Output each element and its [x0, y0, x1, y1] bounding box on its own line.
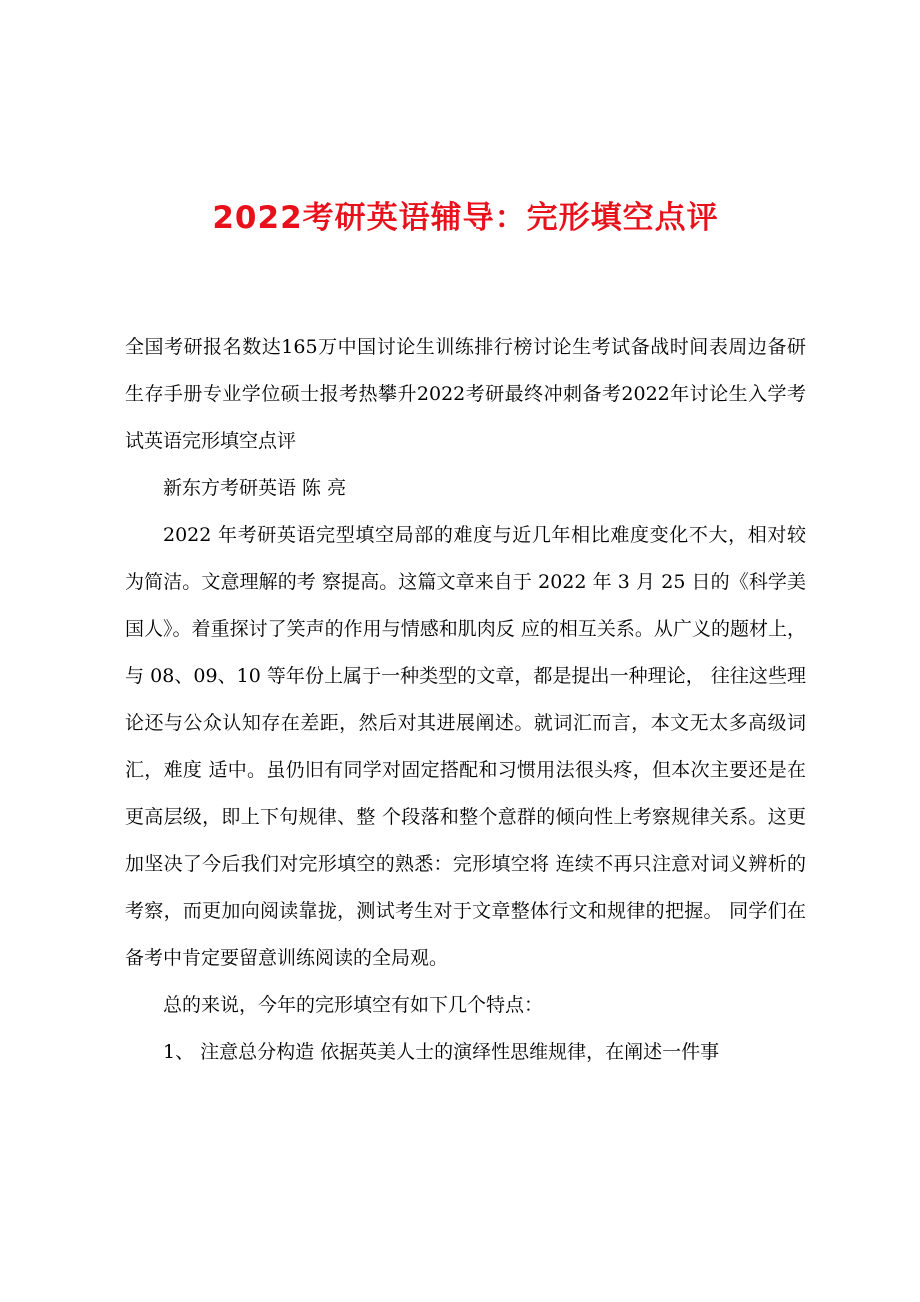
body-paragraph-3: 1、 注意总分构造 依据英美人士的演绎性思维规律，在阐述一件事	[163, 1041, 720, 1063]
intro-paragraph: 全国考研报名数达165万中国讨论生训练排行榜讨论生考试备战时间表周边备研生存手册专业学位硕士报考热攀升2022考研最终冲刺备考2022年讨论生入学考试英语完形填空点评	[125, 336, 806, 452]
body-paragraph-2: 总的来说，今年的完形填空有如下几个特点：	[163, 994, 544, 1016]
body-paragraph-1: 2022 年考研英语完型填空局部的难度与近几年相比难度变化不大，相对较为简洁。文意理解的考 察提高。这篇文章来自于 2022 年 3 月 25 日的《科学美国人》。着重探讨了笑声的作用与情感和肌肉反 应的相互关系。从广义的题材上，与 08、09、10 等年份上属于一种类型的文章，都是提出一种理论， 往往这些理论还与公众认知存在差距，然后对其进展阐述。就词汇而言，本文无太多高级词汇，难度 适中。虽仍旧有同学对固定搭配和习惯用法很头疼，但本次主要还是在更高层级，即上下句规律、整 个段落和整个意群的倾向性上考察规律关系。这更加坚决了今后我们对完形填空的熟悉：完形填空将 连续不再只注意对词义辨析的考察，而更加向阅读靠拢，测试考生对于文章整体行文和规律的把握。 同学们在备考中肯定要留意训练阅读的全局观。	[125, 524, 806, 969]
author-line: 新东方考研英语 陈 亮	[163, 477, 347, 499]
document-body	[125, 324, 806, 1076]
document-title: 2022考研英语辅导：完形填空点评	[212, 200, 719, 236]
